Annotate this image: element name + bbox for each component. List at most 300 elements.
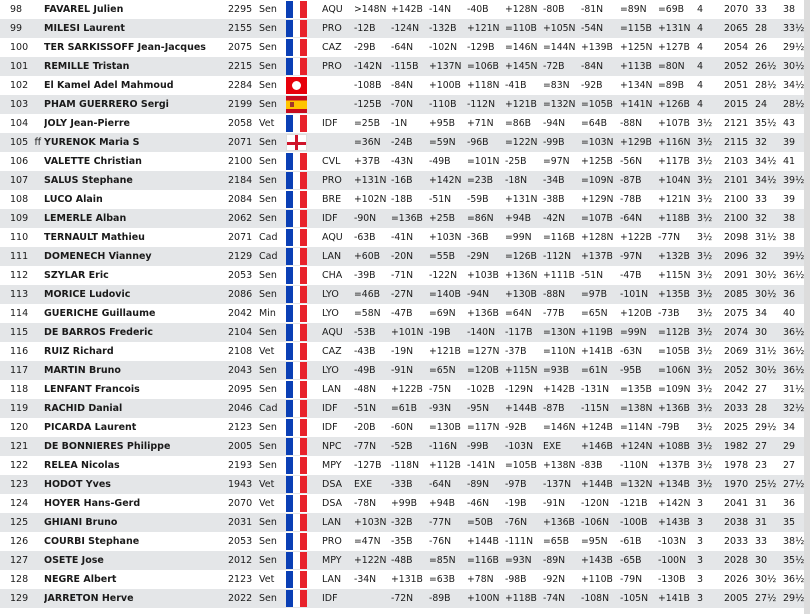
title-cell <box>33 171 44 190</box>
tiebreak-2-cell: 27½ <box>783 475 804 494</box>
round-result-cell: -129B <box>467 38 505 57</box>
federation-cell <box>286 589 322 608</box>
round-result-cell: =99N <box>505 228 543 247</box>
tiebreak-2-cell: 32½ <box>783 399 804 418</box>
round-result-cell: +121N <box>658 190 697 209</box>
round-result-cell: =117N <box>467 418 505 437</box>
round-result-cell: -76N <box>429 532 467 551</box>
round-result-cell: =86B <box>505 114 543 133</box>
round-result-cell: =95N <box>581 532 620 551</box>
fr-flag-icon <box>286 115 307 132</box>
fr-flag-icon <box>286 495 307 512</box>
player-name-link[interactable]: MORICE Ludovic <box>44 285 228 304</box>
round-result-cell: +113B <box>620 57 658 76</box>
rating-cell: 2155 <box>228 19 259 38</box>
points-cell: 3½ <box>697 266 724 285</box>
fr-flag-icon <box>286 229 307 246</box>
rank-cell: 103 <box>0 95 33 114</box>
round-result-cell: -37B <box>505 342 543 361</box>
round-result-cell: -98B <box>505 570 543 589</box>
rank-cell: 124 <box>0 494 33 513</box>
round-result-cell: +136B <box>543 513 581 532</box>
tiebreak-2-cell: 29½ <box>783 38 804 57</box>
round-result-cell: -33B <box>391 475 429 494</box>
fr-flag-icon <box>286 1 307 18</box>
rank-cell: 115 <box>0 323 33 342</box>
round-result-cell: -77N <box>354 437 391 456</box>
title-cell <box>33 456 44 475</box>
club-cell: CVL <box>322 152 354 171</box>
tiebreak-1-cell: 30½ <box>755 361 783 380</box>
round-result-cell: -103N <box>505 437 543 456</box>
rating-cell: 2129 <box>228 247 259 266</box>
points-cell: 3 <box>697 513 724 532</box>
round-result-cell: +143B <box>581 551 620 570</box>
points-cell: 3½ <box>697 456 724 475</box>
title-cell <box>33 285 44 304</box>
fr-flag-icon <box>286 39 307 56</box>
player-name-link[interactable]: TER SARKISSOFF Jean-Jacques <box>44 38 228 57</box>
tiebreak-1-cell: 33 <box>755 190 783 209</box>
rank-cell: 128 <box>0 570 33 589</box>
round-result-cell: -63N <box>620 342 658 361</box>
player-name-link[interactable]: LUCO Alain <box>44 190 228 209</box>
federation-cell <box>286 380 322 399</box>
round-result-cell: =114N <box>620 418 658 437</box>
federation-cell <box>286 570 322 589</box>
round-result-cell: +116N <box>658 133 697 152</box>
round-result-cell: +118B <box>658 209 697 228</box>
round-result-cell: =69N <box>429 304 467 323</box>
round-result-cell: =146N <box>543 418 581 437</box>
round-result-cell: -102N <box>429 38 467 57</box>
points-cell: 3½ <box>697 475 724 494</box>
player-name-link[interactable]: LEMERLE Alban <box>44 209 228 228</box>
round-result-cell: +122B <box>391 380 429 399</box>
performance-cell: 2065 <box>724 19 755 38</box>
player-name-link[interactable]: JARRETON Herve <box>44 589 228 608</box>
round-result-cell: -43B <box>354 342 391 361</box>
round-result-cell: =50B <box>467 513 505 532</box>
club-cell: MPY <box>322 551 354 570</box>
fr-flag-icon <box>286 172 307 189</box>
player-name-link[interactable]: DE BONNIERES Philippe <box>44 437 228 456</box>
rank-cell: 100 <box>0 38 33 57</box>
performance-cell: 1970 <box>724 475 755 494</box>
category-cell: Sen <box>259 190 286 209</box>
round-result-cell: +142N <box>658 494 697 513</box>
player-name-link[interactable]: HOYER Hans-Gerd <box>44 494 228 513</box>
round-result-cell: -18B <box>391 190 429 209</box>
player-name-link[interactable]: FAVAREL Julien <box>44 0 228 19</box>
player-name-link[interactable]: YURENOK Maria S <box>44 133 228 152</box>
federation-cell <box>286 76 322 95</box>
performance-cell: 2042 <box>724 380 755 399</box>
round-result-cell: -79B <box>658 418 697 437</box>
round-result-cell: +25B <box>429 209 467 228</box>
category-cell: Sen <box>259 57 286 76</box>
round-result-cell: -92B <box>581 76 620 95</box>
round-result-cell: =89B <box>658 76 697 95</box>
rating-cell: 2086 <box>228 285 259 304</box>
table-row <box>0 589 804 608</box>
round-result-cell: +142B <box>543 380 581 399</box>
table-row <box>0 437 804 456</box>
player-name-link[interactable]: El Kamel Adel Mahmoud <box>44 76 228 95</box>
rating-cell: 2062 <box>228 209 259 228</box>
round-result-cell: -125B <box>354 95 391 114</box>
round-result-cell: +137B <box>658 456 697 475</box>
tiebreak-2-cell: 36½ <box>783 323 804 342</box>
round-result-cell: -72N <box>391 589 429 608</box>
round-result-cell: +112B <box>429 456 467 475</box>
club-cell <box>322 95 354 114</box>
round-result-cell: =65N <box>581 304 620 323</box>
category-cell: Min <box>259 304 286 323</box>
fr-flag-icon <box>286 419 307 436</box>
federation-cell <box>286 513 322 532</box>
round-result-cell: -84N <box>391 76 429 95</box>
round-result-cell: =80N <box>658 57 697 76</box>
performance-cell: 2041 <box>724 494 755 513</box>
tiebreak-2-cell: 36½ <box>783 570 804 589</box>
round-result-cell: -94N <box>543 114 581 133</box>
rating-cell: 2053 <box>228 532 259 551</box>
tiebreak-1-cell: 33 <box>755 0 783 19</box>
club-cell: LYO <box>322 285 354 304</box>
table-row <box>0 304 804 323</box>
category-cell: Sen <box>259 513 286 532</box>
rating-cell: 2108 <box>228 342 259 361</box>
player-name-link[interactable]: SALUS Stephane <box>44 171 228 190</box>
round-result-cell: -99B <box>543 133 581 152</box>
player-name-link[interactable]: JOLY Jean-Pierre <box>44 114 228 133</box>
tiebreak-2-cell: 39½ <box>783 171 804 190</box>
performance-cell: 2091 <box>724 266 755 285</box>
rank-cell: 108 <box>0 190 33 209</box>
club-cell: PRO <box>322 171 354 190</box>
tiebreak-2-cell: 41 <box>783 152 804 171</box>
round-result-cell: +129B <box>620 133 658 152</box>
points-cell: 3 <box>697 494 724 513</box>
player-name-link[interactable]: RELEA Nicolas <box>44 456 228 475</box>
round-result-cell: +100N <box>467 589 505 608</box>
club-cell: IDF <box>322 399 354 418</box>
round-result-cell: +136N <box>505 266 543 285</box>
club-cell: IDF <box>322 589 354 608</box>
tiebreak-1-cell: 28½ <box>755 76 783 95</box>
points-cell: 3½ <box>697 171 724 190</box>
player-name-link[interactable]: REMILLE Tristan <box>44 57 228 76</box>
tiebreak-1-cell: 27 <box>755 437 783 456</box>
rating-cell: 2100 <box>228 152 259 171</box>
performance-cell: 2033 <box>724 399 755 418</box>
round-result-cell: -78N <box>354 494 391 513</box>
round-result-cell: -41N <box>391 228 429 247</box>
player-name-link[interactable]: SZYLAR Eric <box>44 266 228 285</box>
round-result-cell: =116B <box>467 551 505 570</box>
round-result-cell: +145N <box>505 57 543 76</box>
round-result-cell: -87B <box>620 171 658 190</box>
club-cell: LAN <box>322 570 354 589</box>
round-result-cell: -78B <box>620 190 658 209</box>
table-row <box>0 551 804 570</box>
performance-cell: 2026 <box>724 570 755 589</box>
tiebreak-1-cell: 23 <box>755 456 783 475</box>
round-result-cell: =47N <box>354 532 391 551</box>
tiebreak-2-cell: 34½ <box>783 76 804 95</box>
player-name-link[interactable]: DOMENECH Vianney <box>44 247 228 266</box>
player-name-link[interactable]: TERNAULT Mathieu <box>44 228 228 247</box>
round-result-cell: =110N <box>543 342 581 361</box>
federation-cell <box>286 152 322 171</box>
player-name-link[interactable]: COURBI Stephane <box>44 532 228 551</box>
performance-cell: 2098 <box>724 228 755 247</box>
round-result-cell: =61N <box>581 361 620 380</box>
tiebreak-2-cell: 28½ <box>783 95 804 114</box>
tiebreak-2-cell: 29½ <box>783 589 804 608</box>
round-result-cell: =110B <box>505 19 543 38</box>
category-cell: Sen <box>259 19 286 38</box>
round-result-cell: +115N <box>505 361 543 380</box>
rank-cell: 112 <box>0 266 33 285</box>
round-result-cell: -38B <box>543 190 581 209</box>
en-flag-icon <box>286 134 307 151</box>
club-cell: NPC <box>322 437 354 456</box>
tiebreak-2-cell: 36 <box>783 494 804 513</box>
round-result-cell: -115N <box>581 399 620 418</box>
fr-flag-icon <box>286 438 307 455</box>
player-name-link[interactable]: PICARDA Laurent <box>44 418 228 437</box>
category-cell: Vet <box>259 342 286 361</box>
round-result-cell: -97B <box>505 475 543 494</box>
round-result-cell: =132N <box>620 475 658 494</box>
rating-cell: 2123 <box>228 570 259 589</box>
tiebreak-1-cell: 35½ <box>755 114 783 133</box>
round-result-cell: +136B <box>658 399 697 418</box>
points-cell: 3 <box>697 551 724 570</box>
round-result-cell: +101N <box>391 323 429 342</box>
player-name-link[interactable]: MILESI Laurent <box>44 19 228 38</box>
round-result-cell: +124B <box>581 418 620 437</box>
round-result-cell: -97N <box>620 247 658 266</box>
round-result-cell: +121B <box>429 342 467 361</box>
round-result-cell: +95B <box>429 114 467 133</box>
round-result-cell: -47B <box>620 266 658 285</box>
round-result-cell: =103N <box>581 133 620 152</box>
round-result-cell: =64B <box>581 114 620 133</box>
club-cell: LAN <box>322 513 354 532</box>
round-result-cell: -91N <box>391 361 429 380</box>
vertical-scrollbar[interactable] <box>804 0 810 614</box>
round-result-cell: =93B <box>543 361 581 380</box>
round-result-cell: -74N <box>543 589 581 608</box>
table-row <box>0 494 804 513</box>
points-cell: 3½ <box>697 342 724 361</box>
round-result-cell: +102N <box>354 190 391 209</box>
tiebreak-2-cell: 38 <box>783 209 804 228</box>
rank-cell: 118 <box>0 380 33 399</box>
player-name-link[interactable]: LENFANT Francois <box>44 380 228 399</box>
fr-flag-icon <box>286 514 307 531</box>
round-result-cell: -92B <box>505 418 543 437</box>
club-cell: PRO <box>322 57 354 76</box>
fr-flag-icon <box>286 571 307 588</box>
round-result-cell: -46N <box>467 494 505 513</box>
player-name-link[interactable]: RUIZ Richard <box>44 342 228 361</box>
scrollbar-thumb[interactable] <box>804 0 810 614</box>
rank-cell: 106 <box>0 152 33 171</box>
round-result-cell: -99B <box>467 437 505 456</box>
round-result-cell: -77B <box>543 304 581 323</box>
round-result-cell: -49B <box>354 361 391 380</box>
round-result-cell: -89N <box>543 551 581 570</box>
round-result-cell: -76N <box>505 513 543 532</box>
player-name-link[interactable]: NEGRE Albert <box>44 570 228 589</box>
round-result-cell: -106N <box>581 513 620 532</box>
title-cell <box>33 304 44 323</box>
federation-cell <box>286 38 322 57</box>
performance-cell: 1982 <box>724 437 755 456</box>
round-result-cell: -88N <box>543 285 581 304</box>
round-result-cell: -52B <box>391 437 429 456</box>
round-result-cell: +134B <box>658 475 697 494</box>
player-name-link[interactable]: GHIANI Bruno <box>44 513 228 532</box>
category-cell: Sen <box>259 76 286 95</box>
round-result-cell: -80B <box>543 0 581 19</box>
club-cell: LAN <box>322 247 354 266</box>
fr-flag-icon <box>286 153 307 170</box>
round-result-cell: -75N <box>429 380 467 399</box>
table-row <box>0 0 804 19</box>
round-result-cell: +99B <box>391 494 429 513</box>
category-cell: Vet <box>259 570 286 589</box>
player-name-link[interactable]: OSETE Jose <box>44 551 228 570</box>
table-row <box>0 456 804 475</box>
tiebreak-2-cell: 27 <box>783 456 804 475</box>
rank-cell: 116 <box>0 342 33 361</box>
table-row <box>0 171 804 190</box>
round-result-cell: +135B <box>658 285 697 304</box>
tiebreak-1-cell: 28 <box>755 19 783 38</box>
title-cell <box>33 19 44 38</box>
round-result-cell: =106N <box>658 361 697 380</box>
fr-flag-icon <box>286 305 307 322</box>
round-result-cell: +115N <box>658 266 697 285</box>
rating-cell: 2095 <box>228 380 259 399</box>
round-result-cell: -73B <box>658 304 697 323</box>
category-cell: Sen <box>259 551 286 570</box>
round-result-cell: =109N <box>658 380 697 399</box>
player-name-link[interactable]: HODOT Yves <box>44 475 228 494</box>
fr-flag-icon <box>286 343 307 360</box>
rating-cell: 2058 <box>228 114 259 133</box>
tiebreak-2-cell: 31½ <box>783 380 804 399</box>
category-cell: Sen <box>259 171 286 190</box>
round-result-cell: +139B <box>581 38 620 57</box>
title-cell <box>33 532 44 551</box>
round-result-cell: =127N <box>467 342 505 361</box>
round-result-cell: +143B <box>658 513 697 532</box>
round-result-cell: +100B <box>429 76 467 95</box>
rank-cell: 122 <box>0 456 33 475</box>
points-cell: 3½ <box>697 418 724 437</box>
round-result-cell: =64N <box>505 304 543 323</box>
round-result-cell: +71N <box>467 114 505 133</box>
category-cell: Sen <box>259 589 286 608</box>
round-result-cell: -111N <box>505 532 543 551</box>
category-cell: Sen <box>259 380 286 399</box>
player-name-link[interactable]: VALETTE Christian <box>44 152 228 171</box>
player-name-link[interactable]: PHAM GUERRERO Sergi <box>44 95 228 114</box>
title-cell <box>33 190 44 209</box>
federation-cell <box>286 342 322 361</box>
round-result-cell: =105B <box>658 342 697 361</box>
fr-flag-icon <box>286 58 307 75</box>
player-name-link[interactable]: DE BARROS Frederic <box>44 323 228 342</box>
tiebreak-1-cell: 32 <box>755 209 783 228</box>
round-result-cell: =135B <box>620 380 658 399</box>
rank-cell: 117 <box>0 361 33 380</box>
table-row <box>0 342 804 361</box>
title-cell <box>33 361 44 380</box>
round-result-cell: -112N <box>467 95 505 114</box>
federation-cell <box>286 551 322 570</box>
round-result-cell: -110N <box>620 456 658 475</box>
performance-cell: 2103 <box>724 152 755 171</box>
player-name-link[interactable]: RACHID Danial <box>44 399 228 418</box>
rating-cell: 2071 <box>228 133 259 152</box>
federation-cell <box>286 418 322 437</box>
round-result-cell: -53B <box>354 323 391 342</box>
round-result-cell: +132B <box>658 247 697 266</box>
tiebreak-1-cell: 32 <box>755 133 783 152</box>
fr-flag-icon <box>286 20 307 37</box>
round-result-cell: EXE <box>354 475 391 494</box>
federation-cell <box>286 57 322 76</box>
rating-cell: 2075 <box>228 38 259 57</box>
round-result-cell: =101N <box>467 152 505 171</box>
table-row <box>0 399 804 418</box>
title-cell <box>33 380 44 399</box>
player-name-link[interactable]: GUERICHE Guillaume <box>44 304 228 323</box>
round-result-cell: -51N <box>581 266 620 285</box>
round-result-cell: =106B <box>467 57 505 76</box>
player-name-link[interactable]: MARTIN Bruno <box>44 361 228 380</box>
points-cell: 3 <box>697 589 724 608</box>
round-result-cell: -24B <box>391 133 429 152</box>
round-result-cell: -70N <box>391 95 429 114</box>
federation-cell <box>286 0 322 19</box>
category-cell: Sen <box>259 532 286 551</box>
round-result-cell: -102B <box>467 380 505 399</box>
round-result-cell: -12B <box>354 19 391 38</box>
club-cell: CAZ <box>322 342 354 361</box>
federation-cell <box>286 190 322 209</box>
tiebreak-2-cell: 30½ <box>783 57 804 76</box>
round-result-cell: >148N <box>354 0 391 19</box>
round-result-cell: -110B <box>429 95 467 114</box>
rating-cell: 2104 <box>228 323 259 342</box>
points-cell: 3½ <box>697 247 724 266</box>
round-result-cell: +141B <box>658 589 697 608</box>
round-result-cell: -137N <box>543 475 581 494</box>
fr-flag-icon <box>286 362 307 379</box>
round-result-cell: =115B <box>620 19 658 38</box>
round-result-cell: -72B <box>543 57 581 76</box>
round-result-cell: -49B <box>429 152 467 171</box>
tiebreak-1-cell: 34½ <box>755 171 783 190</box>
